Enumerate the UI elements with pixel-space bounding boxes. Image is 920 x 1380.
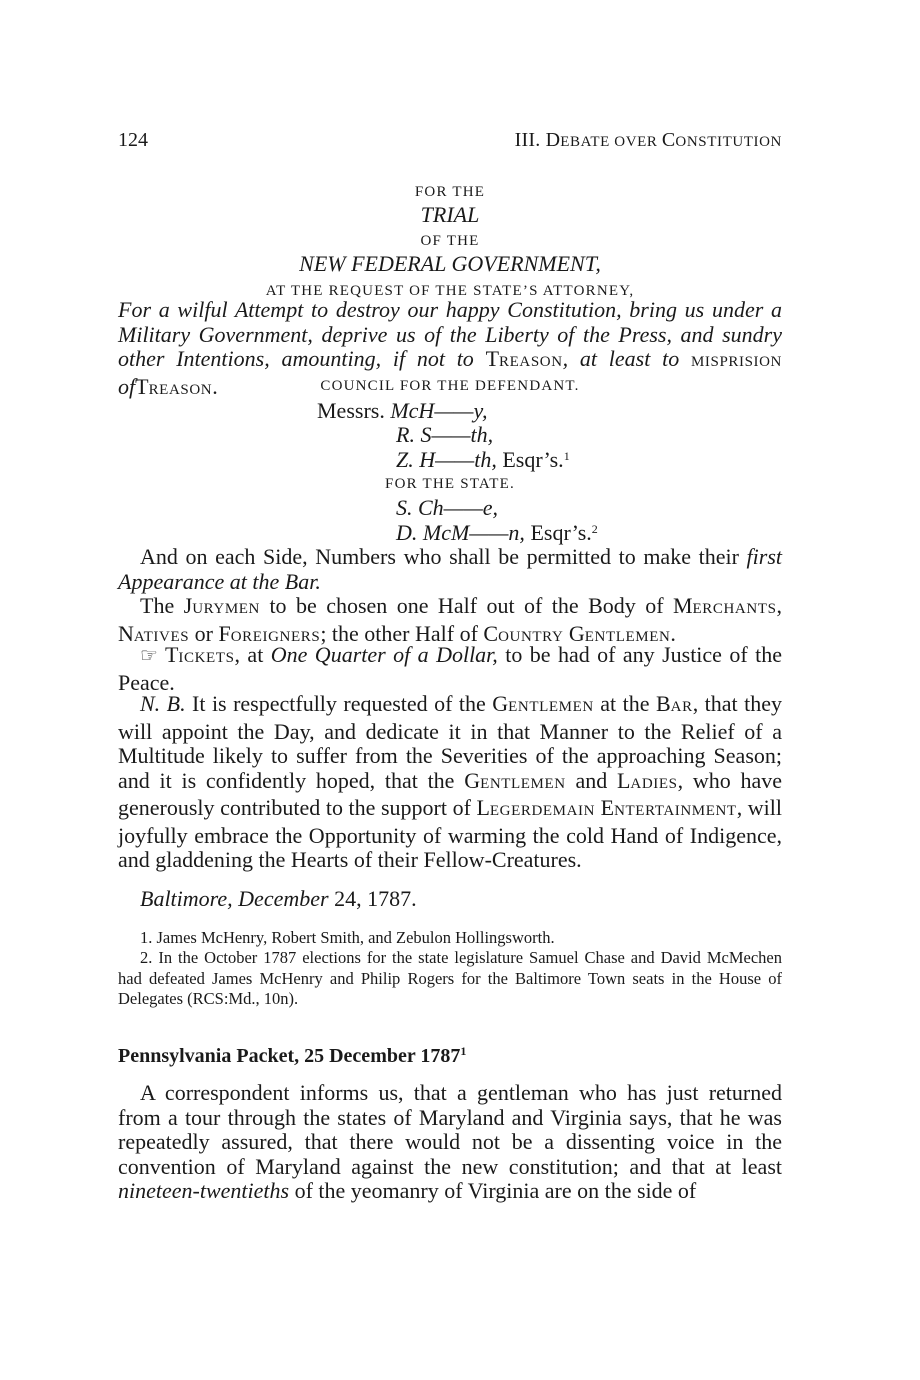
paragraph-jurymen: The JURYMEN to be chosen one Half out of the Body of MERCHANTS, NATIVES or FOREIGNERS; the other Half of COUNTRY GENTLEMEN. (118, 593, 783, 646)
counsel-line-3: Z. H——th, Esqr’s.$^1$ (396, 447, 570, 472)
section-body-paragraph: A correspondent informs us, that a gentleman who has just returned from a tour through the states of Maryland and Virginia says, that he was repeatedly assured, that there would not be a dissenting voice in the convention of Maryland against the new constitution; and that at least nineteen-twentieths of the yeomanry of Virginia are on the side of (118, 1080, 782, 1203)
dateline: Baltimore, December 24, 1787. (140, 886, 417, 911)
request-line: AT THE REQUEST OF THE STATE’S ATTORNEY, (265, 283, 635, 299)
paragraph-nb: N. B. It is respectfully requested of the GENTLEMEN at the BAR, that they will appoint the Day, and dedicate it in that Manner to the Relief of a Multitude likely to suffer from the Severities of the approaching Season; and it is confidently hoped, that the GENTLEMEN and LADIES, who have generously contributed to the support of LEGERDEMAIN ENTERTAINMENT, will joyfully embrace the Opportunity of warming the cold Hand of Indigence, and gladdening the Hearts of their Fellow-Creatures. (118, 691, 782, 872)
counsel-line-1: Messrs. McH——y, (317, 398, 488, 423)
page-number: 124 (118, 129, 148, 151)
of-the-line: OF THE (420, 233, 480, 249)
for-state-heading: FOR THE STATE. (385, 476, 515, 492)
footnote-ref-1: 1 (563, 449, 570, 463)
running-title: III. DEBATE OVER CONSTITUTION (514, 129, 782, 151)
paragraph-tickets: ☞ TICKETS, at One Quarter of a Dollar, to be had of any Justice of the Peace. (118, 642, 782, 695)
counsel-line-2: R. S——th, (396, 422, 494, 447)
state-counsel-line-1: S. Ch——e, (396, 495, 499, 520)
government-title: NEW FEDERAL GOVERNMENT, (299, 251, 601, 276)
for-the-line: FOR THE (414, 184, 486, 200)
trial-title: TRIAL (420, 202, 480, 227)
section-heading: Pennsylvania Packet, 25 December 1787$^1$ (118, 1044, 467, 1067)
council-defendant-heading: COUNCIL FOR THE DEFENDANT. (320, 378, 580, 394)
footnote-2: 2. In the October 1787 elections for the state legislature Samuel Chase and David McMechen had defeated James McHenry and Philip Rogers for the Baltimore Town seats in the House of Delegates (RCS:Md., 10n). (118, 948, 782, 1008)
footnote-ref-section: 1 (460, 1044, 467, 1058)
pointing-hand-icon: ☞ (140, 645, 158, 667)
charge-paragraph: For a wilful Attempt to destroy our happy Constitution, bring us under a Military Government, deprive us of the Liberty of the Press, and sundry other Intentions, amounting, if not to TREASON, at least to MISPRISION ofTREASON. (118, 297, 782, 399)
paragraph-each-side: And on each Side, Numbers who shall be permitted to make their first Appearance at the Bar. (118, 544, 782, 594)
footnote-1: 1. James McHenry, Robert Smith, and Zebulon Hollingsworth. (140, 928, 555, 947)
state-counsel-line-2: D. McM——n, Esqr’s.$^2$ (396, 520, 598, 545)
footnote-ref-2: 2 (591, 522, 598, 536)
